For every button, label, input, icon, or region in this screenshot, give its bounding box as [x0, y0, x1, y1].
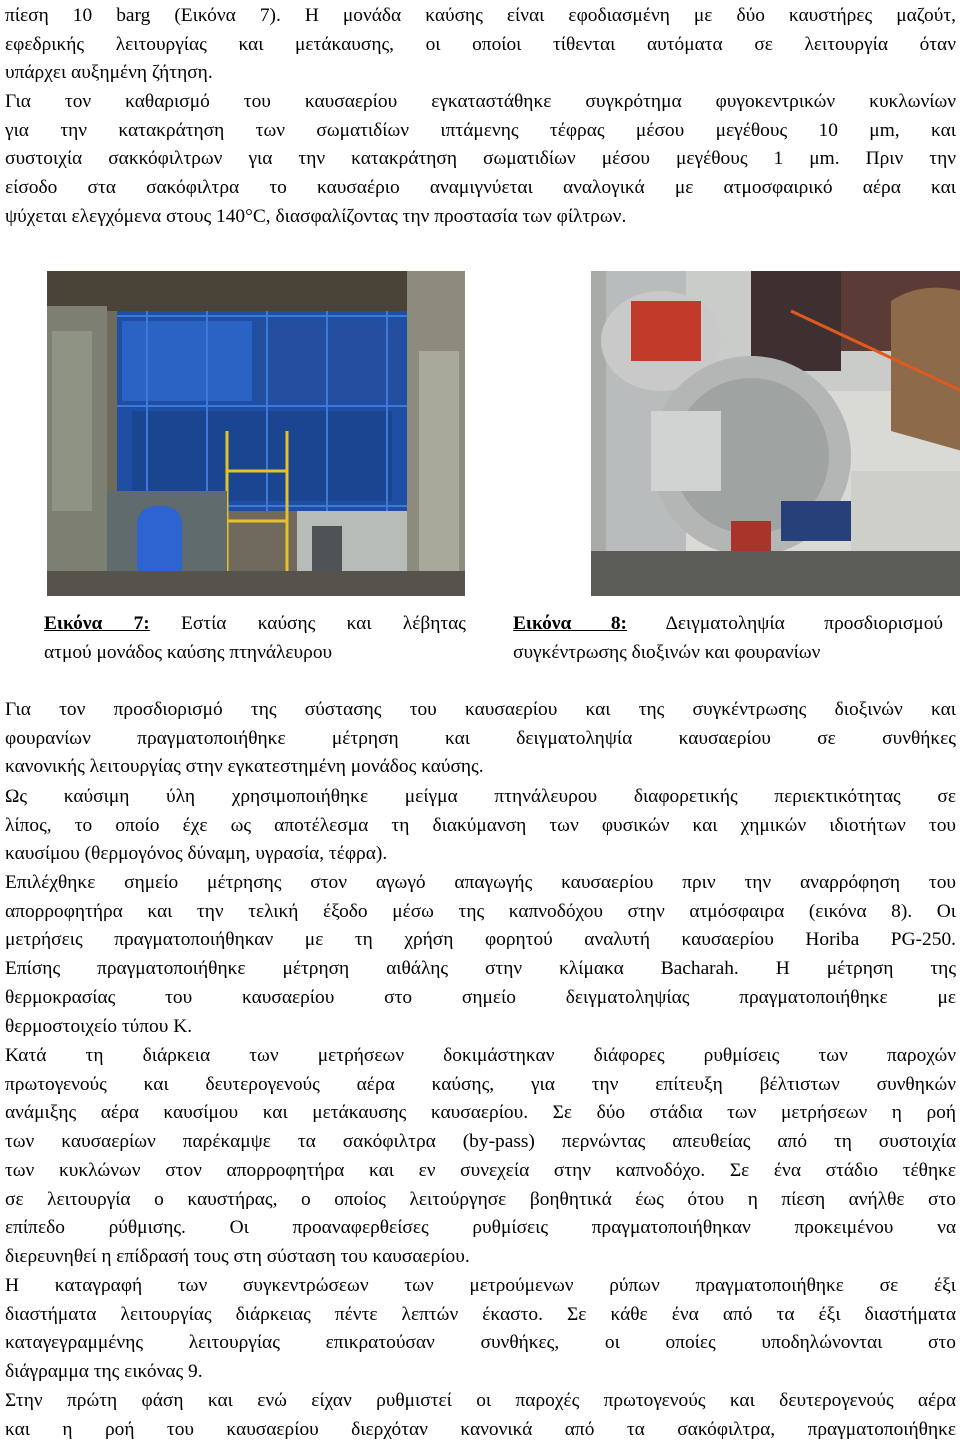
figure-8-caption: [513, 609, 943, 667]
text-line: θερμοστοιχείο τύπου K.: [5, 1015, 193, 1037]
measurement-point-paragraph: [5, 869, 956, 1041]
text-line: εφεδρικής λειτουργίας και μετάκαυσης, οι οποίοι τίθενται αυτόματα σε λειτουργία όταν: [5, 33, 956, 55]
text-line: θερμοκρασίας του καυσαερίου στο σημείο δειγματοληψίας πραγματοποιήθηκε με: [5, 986, 956, 1008]
figure-8-title-line2: συγκέντρωσης διοξινών και φουρανίων: [513, 642, 821, 663]
figure-7-photo: [47, 271, 465, 596]
text-line: Ως καύσιμη ύλη χρησιμοποιήθηκε μείγμα πτηνάλευρου διαφορετικής περιεκτικότητας σε: [5, 786, 956, 807]
settings-paragraph: [5, 1042, 956, 1272]
boiler-plant-image: [47, 271, 465, 596]
text-line: Η καταγραφή των συγκεντρώσεων των μετρούμενων ρύπων πραγματοποιήθηκε σε έξι: [5, 1275, 956, 1296]
flue-gas-cleaning-paragraph: [5, 88, 956, 232]
text-line: καταγεγραμμένης λειτουργίας επικρατούσαν συνθήκες, οι οποίες υποδηλώνονται στο: [5, 1332, 956, 1354]
text-line: Στην πρώτη φάση και ενώ είχαν ρυθμιστεί οι παροχές πρωτογενούς και δευτερογενούς αέρα: [5, 1390, 956, 1411]
text-line: καυσίμου (θερμογόνος δύναμη, υγρασία, τέφρα).: [5, 843, 388, 865]
text-line: των κυκλώνων στον απορροφητήρα και εν συνεχεία στην καπνοδόχο. Σε ένα στάδιο τέθηκε: [5, 1159, 956, 1181]
figure-8-title: Δειγματοληψία προσδιορισμού: [627, 613, 943, 634]
text-line: Για τον προσδιορισμό της σύστασης του καυσαερίου και της συγκέντρωσης διοξινών και: [5, 699, 956, 720]
text-line: επίπεδο ρύθμισης. Οι προαναφερθείσες ρυθμίσεις πραγματοποιήθηκαν προκειμένου να: [5, 1217, 956, 1239]
text-line: Επιλέχθηκε σημείο μέτρησης στον αγωγό απαγωγής καυσαερίου πριν την αναρρόφηση του: [5, 872, 956, 893]
figure-7-caption: [44, 609, 466, 667]
text-line: πίεση 10 barg (Εικόνα 7). Η μονάδα καύσης είναι εφοδιασμένη με δύο καυστήρες μαζούτ,: [5, 5, 956, 26]
text-line: διάγραμμα της εικόνας 9.: [5, 1361, 203, 1383]
figure-7-title: Εστία καύσης και λέβητας: [149, 613, 466, 634]
text-line: των καυσαερίων παρέκαμψε τα σακόφιλτρα (by-pass) περνώντας απευθείας από τη συστοιχία: [5, 1131, 956, 1153]
recording-paragraph: [5, 1272, 956, 1387]
fuel-paragraph: [5, 783, 956, 869]
measurement-intro-paragraph: [5, 696, 956, 782]
text-line: Επίσης πραγματοποιήθηκε μέτρηση αιθάλης στην κλίμακα Bacharah. Η μέτρηση της: [5, 958, 956, 980]
figure-8-label: Εικόνα 8:: [513, 613, 627, 634]
text-line: συστοιχία σακκόφιλτρων για την κατακράτηση σωματιδίων μέσου μεγέθους 1 μm. Πριν την: [5, 148, 956, 170]
text-line: ψύχεται ελεγχόμενα στους 140°C, διασφαλίζοντας την προστασία των φίλτρων.: [5, 205, 627, 227]
text-line: υπάρχει αυξημένη ζήτηση.: [5, 62, 213, 84]
text-line: λίπος, το οποίο έχε ως αποτέλεσμα τη διακύμανση των φυσικών και χημικών ιδιοτήτων του: [5, 814, 956, 836]
figure-7-label: Εικόνα 7:: [44, 613, 150, 634]
figure-7-title-line2: ατμού μονάδος καύσης πτηνάλευρου: [44, 642, 333, 663]
text-line: για την κατακράτηση των σωματιδίων ιπτάμενης τέφρας μέσου μεγέθους 10 μm, και: [5, 119, 956, 141]
intro-paragraph: [5, 2, 956, 88]
figure-8-photo: [591, 271, 960, 596]
text-line: φουρανίων πραγματοποιήθηκε μέτρηση και δειγματοληψία καυσαερίου σε συνθήκες: [5, 727, 956, 749]
text-line: απορροφητήρα και την τελική έξοδο μέσω της καπνοδόχου στην ατμόσφαιρα (εικόνα 8). Οι: [5, 900, 956, 922]
text-line: ανάμιξης αέρα καυσίμου και μετάκαυσης καυσαερίου. Σε δύο στάδια των μετρήσεων η ροή: [5, 1102, 956, 1124]
text-line: είσοδο στα σακόφιλτρα το καυσαέριο αναμιγνύεται αναλογικά με ατμοσφαιρικό αέρα και: [5, 177, 956, 199]
text-line: και η ροή του καυσαερίου διερχόταν κανονικά από τα σακόφιλτρα, πραγματοποιήθηκε: [5, 1418, 956, 1440]
text-line: σε λειτουργία ο καυστήρας, ο οποίος λειτούργησε βοηθητικά έως ότου η πίεση ανήλθε στο: [5, 1188, 956, 1210]
text-line: διερευνηθεί η επίδρασή τους στη σύσταση του καυσαερίου.: [5, 1245, 470, 1267]
text-line: κανονικής λειτουργίας στην εγκατεστημένη μονάδος καύσης.: [5, 756, 484, 778]
text-line: Κατά τη διάρκεια των μετρήσεων δοκιμάστηκαν διάφορες ρυθμίσεις των παροχών: [5, 1045, 956, 1066]
first-phase-paragraph: [5, 1387, 956, 1444]
text-line: μετρήσεις πραγματοποιήθηκαν με τη χρήση φορητού αναλυτή καυσαερίου Horiba PG-250.: [5, 929, 956, 951]
text-line: πρωτογενούς και δευτερογενούς αέρα καύσης, για την επίτευξη βέλτιστων συνθηκών: [5, 1073, 956, 1095]
sampling-setup-image: [591, 271, 960, 596]
text-line: Για τον καθαρισμό του καυσαερίου εγκαταστάθηκε συγκρότημα φυγοκεντρικών κυκλωνίων: [5, 91, 956, 112]
text-line: διαστήματα λειτουργίας διάρκειας πέντε λεπτών έκαστο. Σε κάθε ένα από τα έξι διαστήματα: [5, 1303, 956, 1325]
